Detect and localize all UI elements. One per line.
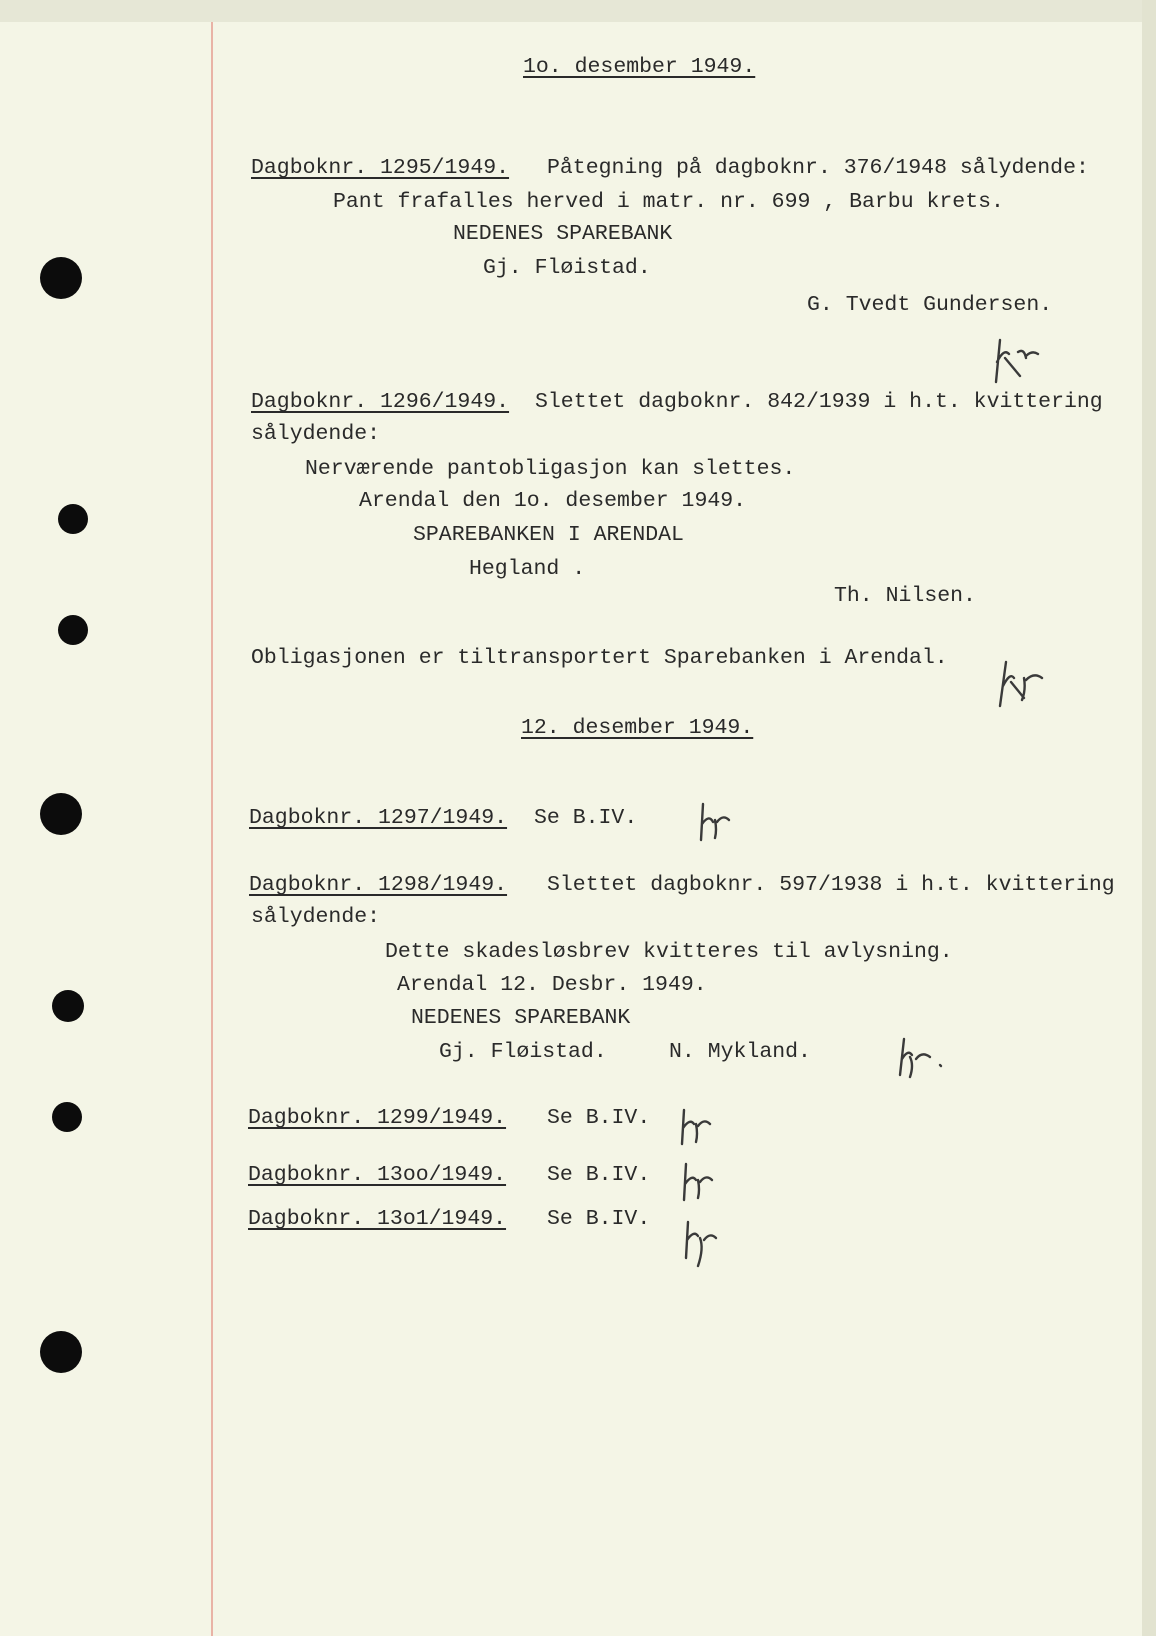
handwritten-initials xyxy=(990,336,1050,388)
entry-text: Pant frafalles herved i matr. nr. 699 , Barbu krets. xyxy=(333,190,1004,214)
bank-name: SPAREBANKEN I ARENDAL xyxy=(413,523,684,547)
entry-text: Se B.IV. xyxy=(547,1106,651,1130)
entry-text: Slettet dagboknr. 597/1938 i h.t. kvittering xyxy=(547,873,1115,897)
entry-text: Se B.IV. xyxy=(547,1207,651,1231)
punch-hole xyxy=(40,1331,82,1373)
entry-text: Se B.IV. xyxy=(547,1163,651,1187)
punch-hole xyxy=(52,990,84,1022)
entry-text: Nerværende pantobligasjon kan slettes. xyxy=(305,457,796,481)
entry-text: sålydende: xyxy=(251,905,381,929)
signatory: G. Tvedt Gundersen. xyxy=(807,293,1053,317)
handwritten-initials xyxy=(680,1218,740,1270)
handwritten-initials xyxy=(676,1106,736,1158)
entry-text: Påtegning på dagboknr. 376/1948 sålydende: xyxy=(547,156,1089,180)
entry-ref: Dagboknr. 1299/1949. xyxy=(248,1106,507,1130)
handwritten-initials xyxy=(695,800,755,852)
entry-ref: Dagboknr. 1296/1949. xyxy=(251,390,510,414)
punch-hole xyxy=(40,257,82,299)
signatory: Gj. Fløistad. xyxy=(439,1040,607,1064)
entry-text: sålydende: xyxy=(251,422,381,446)
punch-hole xyxy=(58,615,88,645)
entry-text: Slettet dagboknr. 842/1939 i h.t. kvittering xyxy=(535,390,1103,414)
entry-ref: Dagboknr. 13oo/1949. xyxy=(248,1163,507,1187)
handwritten-initials xyxy=(996,660,1056,712)
handwritten-initials xyxy=(894,1035,954,1087)
punch-hole xyxy=(52,1102,82,1132)
entry-ref: Dagboknr. 13o1/1949. xyxy=(248,1207,507,1231)
bank-name: NEDENES SPAREBANK xyxy=(453,222,673,246)
entry-text: Se B.IV. xyxy=(534,806,638,830)
punch-hole xyxy=(58,504,88,534)
bank-name: NEDENES SPAREBANK xyxy=(411,1006,631,1030)
entry-text: Dette skadesløsbrev kvitteres til avlysning. xyxy=(385,940,953,964)
date-header: 1o. desember 1949. xyxy=(523,55,756,79)
entry-text: Arendal 12. Desbr. 1949. xyxy=(397,973,707,997)
signatory: Th. Nilsen. xyxy=(834,584,976,608)
entry-text: Obligasjonen er tiltransportert Sparebanken i Arendal. xyxy=(251,646,948,670)
entry-ref: Dagboknr. 1295/1949. xyxy=(251,156,510,180)
signatory: N. Mykland. xyxy=(669,1040,811,1064)
signatory: Hegland . xyxy=(469,557,586,581)
punch-hole xyxy=(40,793,82,835)
page-top-edge xyxy=(0,0,1156,22)
signatory: Gj. Fløistad. xyxy=(483,256,651,280)
date-header: 12. desember 1949. xyxy=(521,716,754,740)
entry-ref: Dagboknr. 1298/1949. xyxy=(249,873,508,897)
entry-text: Arendal den 1o. desember 1949. xyxy=(359,489,747,513)
handwritten-initials xyxy=(678,1160,738,1212)
margin-line xyxy=(211,22,213,1636)
entry-ref: Dagboknr. 1297/1949. xyxy=(249,806,508,830)
page-right-edge xyxy=(1142,0,1156,1636)
